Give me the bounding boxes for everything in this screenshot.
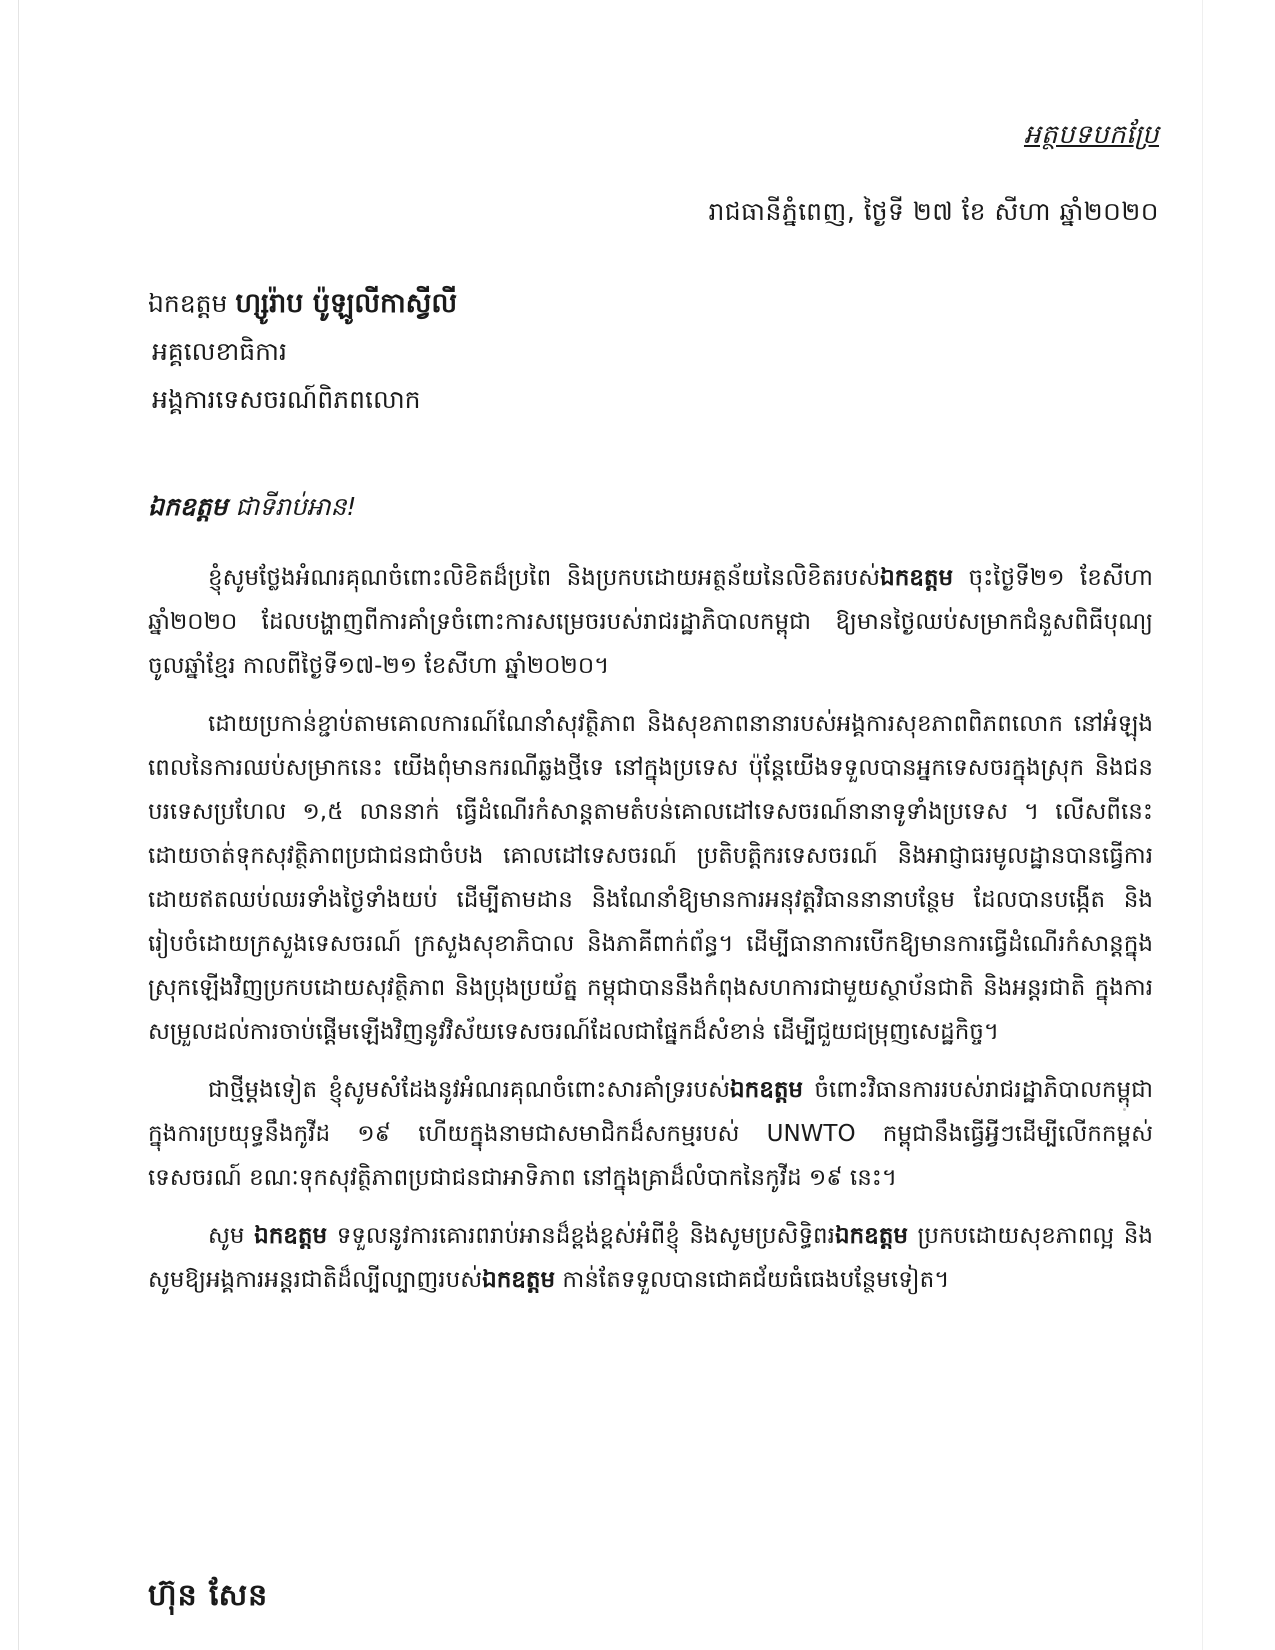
salutation: [148, 492, 356, 528]
recipient-title: អគ្គលេខាធិការ: [152, 337, 287, 366]
scan-speck: [1123, 1108, 1126, 1111]
paragraph-4-part-2: ទទួលនូវការគោរពរាប់អានដ៏ខ្ពង់ខ្ពស់អំពីខ្ញុំ និងសូមប្រសិទ្ធិពរ: [327, 1223, 835, 1249]
recipient-block: [148, 280, 457, 424]
paragraph-1: [148, 556, 1153, 688]
date-line: រាជធានីភ្នំពេញ, ថ្ងៃទី ២៧ ខែ សីហា ឆ្នាំ២០២០: [708, 197, 1159, 226]
paragraph-4-part-4: កាន់តែទទួលបានជោគជ័យធំធេងបន្ថែមទៀត។: [555, 1267, 950, 1293]
paragraph-4-honorific-2: ឯកឧត្តម: [834, 1223, 908, 1249]
paragraph-3: [148, 1068, 1153, 1200]
paragraph-1-part-1: ខ្ញុំសូមថ្លែងអំណរគុណចំពោះលិខិតដ៏ប្រពៃ និងប្រកបដោយអត្ថន័យនៃលិខិតរបស់: [208, 565, 881, 591]
signature-name: ហ៊ុន សែន: [148, 1578, 269, 1613]
recipient-organization: អង្គការទេសចរណ៍ពិភពលោក: [152, 385, 421, 414]
paragraph-1-part-2: ចុះថ្ងៃទី២១ ខែសីហា ឆ្នាំ២០២០ ដែលបង្ហាញពីការគាំទ្រចំពោះការសម្រេចរបស់រាជរដ្ឋាភិបាលកម្ពុជា ឱ្យមានថ្ងៃឈប់សម្រាកជំនួសពិធីបុណ្យចូលឆ្នាំខ្មែរ កាលពីថ្ងៃទី១៧-២១ ខែសីហា ឆ្នាំ២០២០។: [148, 565, 1153, 679]
page-edge-left: [18, 0, 19, 1650]
paragraph-1-honorific: ឯកឧត្តម: [880, 565, 954, 591]
letter-body: [148, 556, 1153, 1316]
recipient-name: ហ្សូរ៉ាប ប៉ូឡូលីកាស្វីលី: [235, 288, 458, 319]
paragraph-3-part-1: ជាថ្មីម្តងទៀត ខ្ញុំសូមសំដែងនូវអំណរគុណចំពោះសារគាំទ្ររបស់: [208, 1077, 731, 1103]
paragraph-4-part-1: សូម: [208, 1223, 255, 1249]
paragraph-4: [148, 1214, 1153, 1302]
salutation-text: ជាទីរាប់អាន!: [235, 492, 357, 521]
salutation-honorific: ឯកឧត្តម: [148, 492, 228, 521]
paragraph-3-honorific: ឯកឧត្តម: [730, 1077, 804, 1103]
recipient-honorific: ឯកឧត្តម: [148, 289, 228, 318]
page-edge-right: [1202, 0, 1203, 1650]
translation-label: អត្ថបទបកប្រែ: [1023, 120, 1159, 150]
paragraph-4-honorific-3: ឯកឧត្តម: [482, 1267, 556, 1293]
paragraph-3-part-2: ចំពោះវិធានការរបស់រាជរដ្ឋាភិបាលកម្ពុជា ក្នុងការប្រយុទ្ធនឹងកូវីដ ១៩ ហើយក្នុងនាមជាសមាជិកដ៏សកម្មរបស់ UNWTO កម្ពុជានឹងធ្វើអ្វីៗដើម្បីលើកកម្ពស់ទេសចរណ៍ ខណៈទុកសុវត្ថិភាពប្រជាជនជាអាទិភាព នៅក្នុងគ្រាដ៏លំបាកនៃកូវីដ ១៩ នេះ។: [148, 1077, 1153, 1191]
paragraph-4-part-3: ប្រកបដោយសុខភាពល្អ និងសូមឱ្យអង្គការអន្តរជាតិដ៏ល្បីល្បាញរបស់: [148, 1223, 1154, 1293]
paragraph-2: ដោយប្រកាន់ខ្ជាប់តាមគោលការណ៍ណែនាំសុវត្ថិភាព និងសុខភាពនានារបស់អង្គការសុខភាពពិភពលោក នៅអំឡុងពេលនៃការឈប់សម្រាកនេះ យើងពុំមានករណីឆ្លងថ្មីទេ នៅក្នុងប្រទេស ប៉ុន្តែយើងទទួលបានអ្នកទេសចរក្នុងស្រុក និងជនបរទេសប្រហែល ១,៥ លាននាក់ ធ្វើដំណើរកំសាន្តតាមតំបន់គោលដៅទេសចរណ៍នានាទូទាំងប្រទេស ។ លើសពីនេះ ដោយចាត់ទុកសុវត្ថិភាពប្រជាជនជាចំបង គោលដៅទេសចរណ៍ ប្រតិបត្តិករទេសចរណ៍ និងអាជ្ញាធរមូលដ្ឋានបានធ្វើការដោយឥតឈប់ឈរទាំងថ្ងៃទាំងយប់ ដើម្បីតាមដាន និងណែនាំឱ្យមានការអនុវត្តវិធាននានាបន្ថែម ដែលបានបង្កើត និងរៀបចំដោយក្រសួងទេសចរណ៍ ក្រសួងសុខាភិបាល និងភាគីពាក់ព័ន្ធ។ ដើម្បីធានាការបើកឱ្យមានការធ្វើដំណើរកំសាន្តក្នុងស្រុកឡើងវិញប្រកបដោយសុវត្ថិភាព និងប្រុងប្រយ័ត្ន កម្ពុជាបាននឹងកំពុងសហការជាមួយស្ថាប័នជាតិ និងអន្តរជាតិ ក្នុងការសម្រួលដល់ការចាប់ផ្តើមឡើងវិញនូវវិស័យទេសចរណ៍ដែលជាផ្នែកដ៏សំខាន់ ដើម្បីជួយជម្រុញសេដ្ឋកិច្ច។: [148, 711, 1153, 1045]
paragraph-4-honorific-1: ឯកឧត្តម: [254, 1223, 328, 1249]
recipient-name-line: [148, 280, 457, 328]
